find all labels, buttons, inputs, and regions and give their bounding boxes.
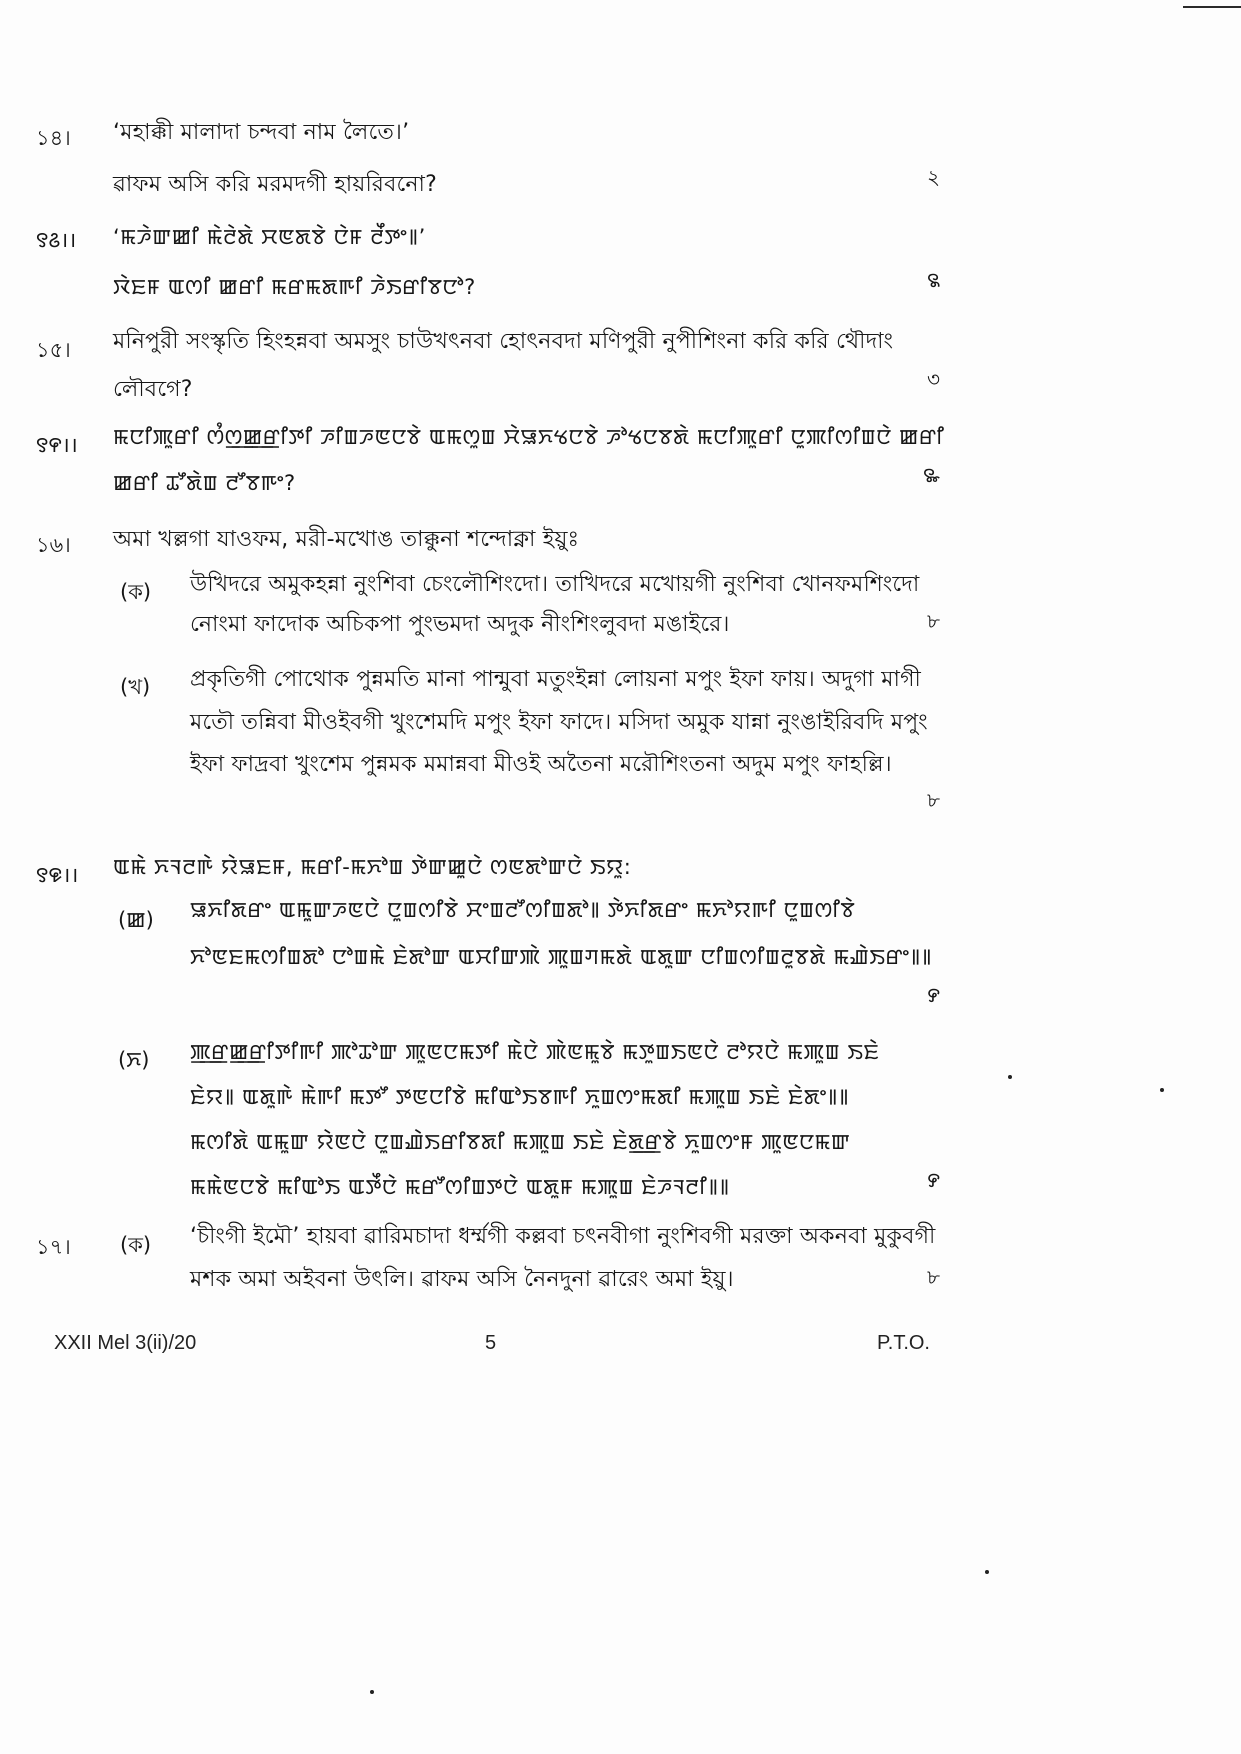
speck <box>370 1690 374 1694</box>
paper-code: XXII Mel 3(ii)/20 <box>54 1332 197 1354</box>
marks: ৩ <box>926 367 940 391</box>
sub-question-text: ꯃꯃꯥꯟꯅꯕꯥ ꯃꯤꯑꯣꯏ ꯑꯇꯩꯅꯥ ꯃꯔꯧꯁꯤꯡꯇꯅꯥ ꯑꯗꯨꯝ ꯃꯄꯨꯡ ꯐꯥꯍꯜꯂꯤ꯫꯫ <box>190 1175 730 1199</box>
sub-question-label: (ꯀ) <box>118 908 154 932</box>
marks: ꯸ <box>927 983 940 1007</box>
page-number: 5 <box>485 1332 497 1354</box>
question-number: ১৪। <box>36 126 71 150</box>
marks: ২ <box>926 165 940 189</box>
speck <box>1160 1088 1164 1092</box>
question-number: ꯱꯴।। <box>36 228 77 252</box>
marks: ৮ <box>927 609 940 633</box>
question-text: ꯃꯅꯤꯄꯨꯔꯤ ꯁꯪꯁ꯭ꯀ꯭ꯔꯤꯇꯤ ꯍꯤꯡꯍꯟꯅꯕꯥ ꯑꯃꯁꯨꯡ ꯆꯥꯎꯈꯠꯅꯕꯥ ꯍꯣꯠꯅꯕꯗꯥ ꯃꯅꯤꯄꯨꯔꯤ ꯅꯨꯄꯤꯁꯤꯡꯅꯥ ꯀꯔꯤ <box>113 425 945 449</box>
marks: ৮ <box>927 1265 940 1289</box>
sub-question-text: মতৌ তন্নিবা মীওইবগী খুংশেমদি মপুং ইফা ফাদে। মসিদা অমুক যান্না নুংঙাইরিবদি মপুং <box>190 710 928 735</box>
sub-question-label: (ꯈ) <box>118 1048 150 1072</box>
speck <box>985 1570 989 1574</box>
question-text: ꯀꯔꯤ ꯊꯧꯗꯥꯡ ꯂꯧꯕꯒꯦ? <box>113 471 296 495</box>
marks: ৮ <box>927 788 940 812</box>
sub-question-text: ꯎꯈꯤꯗꯔꯦ ꯑꯃꯨꯛꯍꯟꯅꯥ ꯅꯨꯡꯁꯤꯕꯥ ꯆꯦꯡꯂꯧꯁꯤꯡꯗꯣ꯫ ꯇꯥꯈꯤꯗꯔꯦ ꯃꯈꯣꯌꯒꯤ ꯅꯨꯡꯁꯤꯕꯥ <box>190 898 856 922</box>
sub-question-label: (ক) <box>120 580 152 604</box>
question-number: ১৫। <box>36 338 71 362</box>
sub-question-text: উখিদরে অমুকহন্না নুংশিবা চেংলৌশিংদো। তাখিদরে মখোয়গী নুংশিবা খোনফমশিংদো <box>190 572 920 597</box>
question-text: ‘চীংগী ইমৌ’ হায়বা ৱারিমচাদা ধর্ম্মগী কল্লবা চৎনবীগা নুংশিবগী মরক্তা অকনবা মুকুবগী <box>190 1224 936 1249</box>
question-text: মশক অমা অইবনা উৎলি। ৱাফম অসি নৈনদুনা ৱারেং অমা ইয়ু। <box>190 1267 734 1292</box>
question-number: ১৬। <box>36 533 71 557</box>
sub-question-text: প্রকৃতিগী পোথোক পুন্নমতি মানা পান্মুবা মতুংইন্না লোয়না মপুং ইফা ফায়। অদুগা মাগী <box>190 667 922 692</box>
sub-question-text: ইফা ফাদ্রবা খুংশেম পুন্নমক মমান্নবা মীওই অতৈনা মরৌশিংতনা অদুম মপুং ফাহল্লি। <box>190 752 892 777</box>
question-text: ‘মহাক্কী মালাদা চন্দবা নাম লৈতে।’ <box>113 120 410 145</box>
question-number: ꯱꯶।। <box>36 863 79 887</box>
marks: ꯳ <box>923 463 940 487</box>
question-text: লৌবগে? <box>113 377 193 402</box>
sub-question-text: ꯐꯥꯌ꯫ ꯑꯗꯨꯒꯥ ꯃꯥꯒꯤ ꯃꯇꯧ ꯇꯟꯅꯤꯕꯥ ꯃꯤꯑꯣꯏꯕꯒꯤ ꯈꯨꯡꯁꯦꯃꯗꯤ ꯃꯄꯨꯡ ꯏꯐꯥ ꯐꯥꯗꯦ꯫꯫ <box>190 1085 850 1109</box>
question-text: ꯑꯃꯥ ꯈꯜꯂꯒꯥ ꯌꯥꯎꯐꯝ, ꯃꯔꯤ-ꯃꯈꯣꯡ ꯇꯥꯛꯀꯨꯅꯥ ꯁꯟꯗꯣꯛꯅꯥ ꯏꯌꯨ: <box>113 855 632 879</box>
sub-question-text: ꯃꯁꯤꯗꯥ ꯑꯃꯨꯛ ꯌꯥꯟꯅꯥ ꯅꯨꯡꯉꯥꯏꯔꯤꯕꯗꯤ ꯃꯄꯨꯡ ꯏꯐꯥ ꯐꯥꯗ꯭ꯔꯕꯥ ꯈꯨꯡꯁꯦꯝ ꯄꯨꯟꯅꯃꯛ <box>190 1130 851 1154</box>
please-turn-over: P.T.O. <box>877 1332 930 1354</box>
sub-question-label: (ক) <box>120 1233 152 1257</box>
question-number: ꯱꯵।। <box>36 433 78 457</box>
sub-question-label: (খ) <box>120 675 151 699</box>
sub-question-text: ꯄ꯭ꯔꯀ꯭ꯔꯤꯇꯤꯒꯤ ꯄꯣꯊꯣꯛ ꯄꯨꯟꯅꯃꯇꯤ ꯃꯥꯅꯥ ꯄꯥꯟꯃꯨꯕꯥ ꯃꯇꯨꯡꯏꯟꯅꯥ ꯂꯣꯌꯅꯥ ꯃꯄꯨꯡ ꯏꯐꯥ <box>190 1040 880 1064</box>
marks: ꯲ <box>927 268 940 292</box>
question-text: ‘ꯃꯍꯥꯛꯀꯤ ꯃꯥꯂꯥꯗꯥ ꯆꯟꯗꯕꯥ ꯅꯥꯝ ꯂꯩꯇꯦ꯫’ <box>113 225 426 249</box>
question-text: ꯋꯥꯐꯝ ꯑꯁꯤ ꯀꯔꯤ ꯃꯔꯃꯗꯒꯤ ꯍꯥꯏꯔꯤꯕꯅꯣ? <box>113 275 476 299</box>
corner-rule <box>1183 6 1241 8</box>
sub-question-text: নোংমা ফাদোক অচিকপা পুংভমদা অদুক নীংশিংলুবদা মঙাইরে। <box>190 612 730 637</box>
question-number: ১৭। <box>36 1235 71 1259</box>
marks: ꯸ <box>927 1168 940 1192</box>
question-text: অমা খল্লগা যাওফম, মরী-মখোঙ তাক্কুনা শন্দোক্না ইয়ুঃ <box>113 527 580 552</box>
sub-question-text: ꯈꯣꯟꯐꯃꯁꯤꯡꯗꯣ ꯅꯣꯡꯃꯥ ꯐꯥꯗꯣꯛ ꯑꯆꯤꯛꯄꯥ ꯄꯨꯡꯚꯃꯗꯥ ꯑꯗꯨꯛ ꯅꯤꯡꯁꯤꯡꯂꯨꯕꯗꯥ ꯃꯉꯥꯏꯔꯦ꯫꯫ <box>190 945 933 969</box>
speck <box>1008 1075 1012 1079</box>
question-text: ৱাফম অসি করি মরমদগী হায়রিবনো? <box>113 172 437 197</box>
question-text: মনিপুরী সংস্কৃতি হিংহন্নবা অমসুং চাউখৎনবা হোৎনবদা মণিপুরী নুপীশিংনা করি করি থৌদাং <box>113 329 894 354</box>
